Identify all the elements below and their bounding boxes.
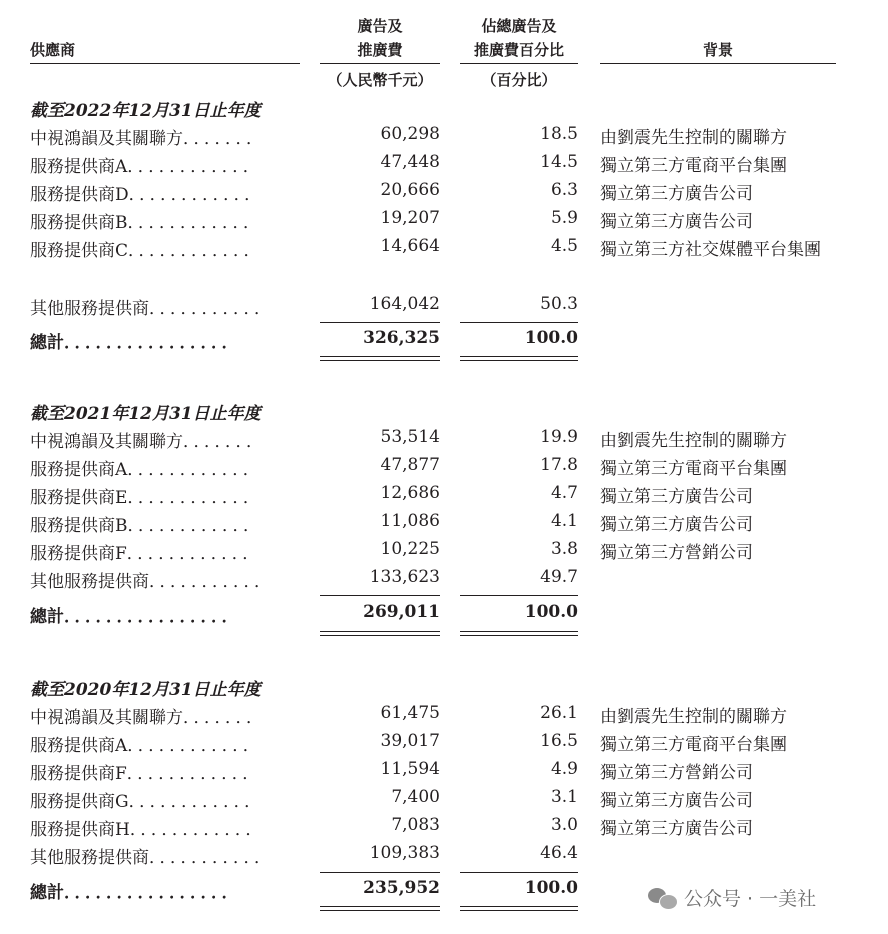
- percent-cell: 49.7: [540, 567, 578, 587]
- amount-cell: 109,383: [369, 843, 440, 863]
- total-percent: 100.0: [524, 602, 578, 622]
- background-cell: 由劉震先生控制的關聯方: [600, 128, 787, 148]
- percent-cell: 5.9: [550, 208, 578, 228]
- total-label: 總計: [30, 333, 64, 353]
- supplier-name: 服務提供商E: [30, 488, 128, 508]
- background-cell: 獨立第三方廣告公司: [600, 515, 753, 535]
- total-double-rule: [460, 631, 578, 636]
- supplier-name: 服務提供商C: [30, 241, 129, 261]
- header-pct-unit: （百分比）: [481, 71, 557, 89]
- supplier-name: 服務提供商F: [30, 764, 127, 784]
- table-row: [0, 787, 888, 815]
- amount-cell: 11,594: [380, 759, 440, 779]
- background-cell: 獨立第三方營銷公司: [600, 763, 753, 783]
- leader-dots: ．．．．．．．．．．．．: [127, 460, 262, 480]
- percent-cell: 4.1: [550, 511, 578, 531]
- section-title-2021: 截至2021年12月31日止年度: [30, 404, 261, 424]
- percent-cell: 4.7: [550, 483, 578, 503]
- header-fee-unit: （人民幣千元）: [327, 71, 433, 89]
- leader-dots: ．．．．．．．．．．．．: [129, 820, 265, 840]
- percent-cell: 26.1: [540, 703, 578, 723]
- leader-dots: ．．．．．．．．．．．．: [126, 544, 262, 564]
- table-row: [0, 180, 888, 208]
- table-row: [0, 208, 888, 236]
- total-amount: 235,952: [363, 878, 440, 898]
- amount-cell: 7,083: [391, 815, 440, 835]
- subtotal-rule: [460, 872, 578, 873]
- amount-cell: 7,400: [391, 787, 440, 807]
- supplier-name: 服務提供商A: [30, 736, 128, 756]
- leader-dots: ．．．．．．．．．．．．: [127, 488, 262, 508]
- background-cell: 獨立第三方電商平台集團: [600, 459, 787, 479]
- background-cell: 由劉震先生控制的關聯方: [600, 707, 787, 727]
- header-pct-line2: 推廣費百分比: [473, 41, 564, 59]
- header-pct-line1: 佔總廣告及: [481, 17, 557, 35]
- total-percent: 100.0: [524, 328, 578, 348]
- total-amount: 326,325: [363, 328, 440, 348]
- percent-cell: 3.8: [550, 539, 578, 559]
- total-row: [0, 602, 888, 630]
- amount-cell: 11,086: [380, 511, 440, 531]
- leader-dots: ．．．．．．．．．．．．: [128, 185, 264, 205]
- leader-dots: ．．．．．．．．．．．．: [127, 516, 262, 536]
- header-supplier: 供應商: [30, 41, 76, 59]
- header-fee-line2: 推廣費: [357, 41, 403, 59]
- percent-cell: 3.0: [550, 815, 578, 835]
- table-row: [0, 455, 888, 483]
- background-cell: 獨立第三方廣告公司: [600, 212, 753, 232]
- background-cell: 獨立第三方廣告公司: [600, 819, 753, 839]
- amount-cell: 164,042: [369, 294, 440, 314]
- supplier-name: 服務提供商H: [30, 820, 130, 840]
- subtotal-rule: [320, 595, 440, 596]
- percent-cell: 4.9: [550, 759, 578, 779]
- header-background: 背景: [702, 41, 733, 59]
- table-row: [0, 815, 888, 843]
- background-cell: 獨立第三方社交媒體平台集團: [600, 240, 821, 260]
- background-cell: 獨立第三方廣告公司: [600, 184, 753, 204]
- background-cell: 獨立第三方電商平台集團: [600, 156, 787, 176]
- header-rule-fee: [320, 63, 440, 64]
- amount-cell: 61,475: [380, 703, 440, 723]
- subtotal-rule: [320, 872, 440, 873]
- supplier-name: 服務提供商F: [30, 544, 127, 564]
- watermark-text: 公众号 · 一美社: [684, 888, 817, 910]
- table-row: [0, 483, 888, 511]
- total-double-rule: [460, 356, 578, 361]
- supplier-name: 服務提供商G: [30, 792, 129, 812]
- table-row: [0, 731, 888, 759]
- amount-cell: 12,686: [380, 483, 440, 503]
- total-double-rule: [320, 631, 440, 636]
- supplier-name: 其他服務提供商: [30, 572, 149, 592]
- subtotal-rule: [460, 595, 578, 596]
- leader-dots: ．．．．．．．: [183, 432, 265, 452]
- supplier-name: 其他服務提供商: [30, 299, 149, 319]
- supplier-name: 服務提供商B: [30, 516, 128, 536]
- amount-cell: 19,207: [380, 208, 440, 228]
- header-fee-line1: 廣告及: [357, 17, 403, 35]
- amount-cell: 47,448: [380, 152, 440, 172]
- leader-dots: ．．．．．．．．．．．．．．．．: [64, 607, 241, 627]
- percent-cell: 6.3: [550, 180, 578, 200]
- total-double-rule: [460, 906, 578, 911]
- supplier-name: 中視鴻韻及其關聯方: [30, 432, 183, 452]
- subtotal-rule: [320, 322, 440, 323]
- leader-dots: ．．．．．．．．．．．．: [126, 764, 262, 784]
- leader-dots: ．．．．．．．．．．．．: [127, 213, 262, 233]
- percent-cell: 46.4: [540, 843, 578, 863]
- amount-cell: 20,666: [380, 180, 440, 200]
- percent-cell: 14.5: [540, 152, 578, 172]
- amount-cell: 47,877: [380, 455, 440, 475]
- total-double-rule: [320, 906, 440, 911]
- background-cell: 獨立第三方營銷公司: [600, 543, 753, 563]
- total-double-rule: [320, 356, 440, 361]
- leader-dots: ．．．．．．．: [183, 129, 265, 149]
- leader-dots: ．．．．．．．．．．．．．．．．: [64, 883, 241, 903]
- percent-cell: 3.1: [550, 787, 578, 807]
- total-row: [0, 328, 888, 356]
- amount-cell: 10,225: [380, 539, 440, 559]
- amount-cell: 39,017: [380, 731, 440, 751]
- amount-cell: 14,664: [380, 236, 440, 256]
- subtotal-rule: [460, 322, 578, 323]
- percent-cell: 18.5: [540, 124, 578, 144]
- table-row: [0, 294, 888, 322]
- header-rule-pct: [460, 63, 578, 64]
- table-row: [0, 759, 888, 787]
- amount-cell: 53,514: [380, 427, 440, 447]
- background-cell: 獨立第三方電商平台集團: [600, 735, 787, 755]
- total-amount: 269,011: [363, 602, 440, 622]
- watermark: [648, 884, 816, 911]
- percent-cell: 19.9: [540, 427, 578, 447]
- leader-dots: ．．．．．．．: [183, 708, 265, 728]
- section-title-2020: 截至2020年12月31日止年度: [30, 680, 261, 700]
- table-row: [0, 427, 888, 455]
- supplier-name: 服務提供商A: [30, 157, 128, 177]
- leader-dots: ．．．．．．．．．．．: [149, 299, 273, 319]
- leader-dots: ．．．．．．．．．．．．: [128, 241, 263, 261]
- percent-cell: 4.5: [550, 236, 578, 256]
- percent-cell: 17.8: [540, 455, 578, 475]
- percent-cell: 16.5: [540, 731, 578, 751]
- leader-dots: ．．．．．．．．．．．．: [127, 736, 262, 756]
- amount-cell: 60,298: [380, 124, 440, 144]
- table-row: [0, 703, 888, 731]
- supplier-name: 服務提供商B: [30, 213, 128, 233]
- supplier-name: 服務提供商A: [30, 460, 128, 480]
- table-row: [0, 236, 888, 292]
- header-rule-supplier: [30, 63, 300, 64]
- header-rule-background: [600, 63, 836, 64]
- supplier-name: 服務提供商D: [30, 185, 129, 205]
- total-percent: 100.0: [524, 878, 578, 898]
- supplier-name: 其他服務提供商: [30, 848, 149, 868]
- table-row: [0, 511, 888, 539]
- leader-dots: ．．．．．．．．．．．．．．．．: [64, 333, 241, 353]
- table-row: [0, 567, 888, 595]
- table-row: [0, 152, 888, 180]
- background-cell: 獨立第三方廣告公司: [600, 487, 753, 507]
- table-row: [0, 539, 888, 567]
- leader-dots: ．．．．．．．．．．．: [149, 572, 273, 592]
- percent-cell: 50.3: [540, 294, 578, 314]
- table-row: [0, 124, 888, 152]
- supplier-name: 中視鴻韻及其關聯方: [30, 708, 183, 728]
- leader-dots: ．．．．．．．．．．．: [149, 848, 273, 868]
- leader-dots: ．．．．．．．．．．．．: [127, 157, 262, 177]
- supplier-name: 中視鴻韻及其關聯方: [30, 129, 183, 149]
- section-title-2022: 截至2022年12月31日止年度: [30, 101, 261, 121]
- total-label: 總計: [30, 883, 64, 903]
- amount-cell: 133,623: [369, 567, 440, 587]
- wechat-icon: [648, 886, 678, 910]
- total-label: 總計: [30, 607, 64, 627]
- background-cell: 由劉震先生控制的關聯方: [600, 431, 787, 451]
- table-row: [0, 843, 888, 871]
- leader-dots: ．．．．．．．．．．．．: [128, 792, 264, 812]
- background-cell: 獨立第三方廣告公司: [600, 791, 753, 811]
